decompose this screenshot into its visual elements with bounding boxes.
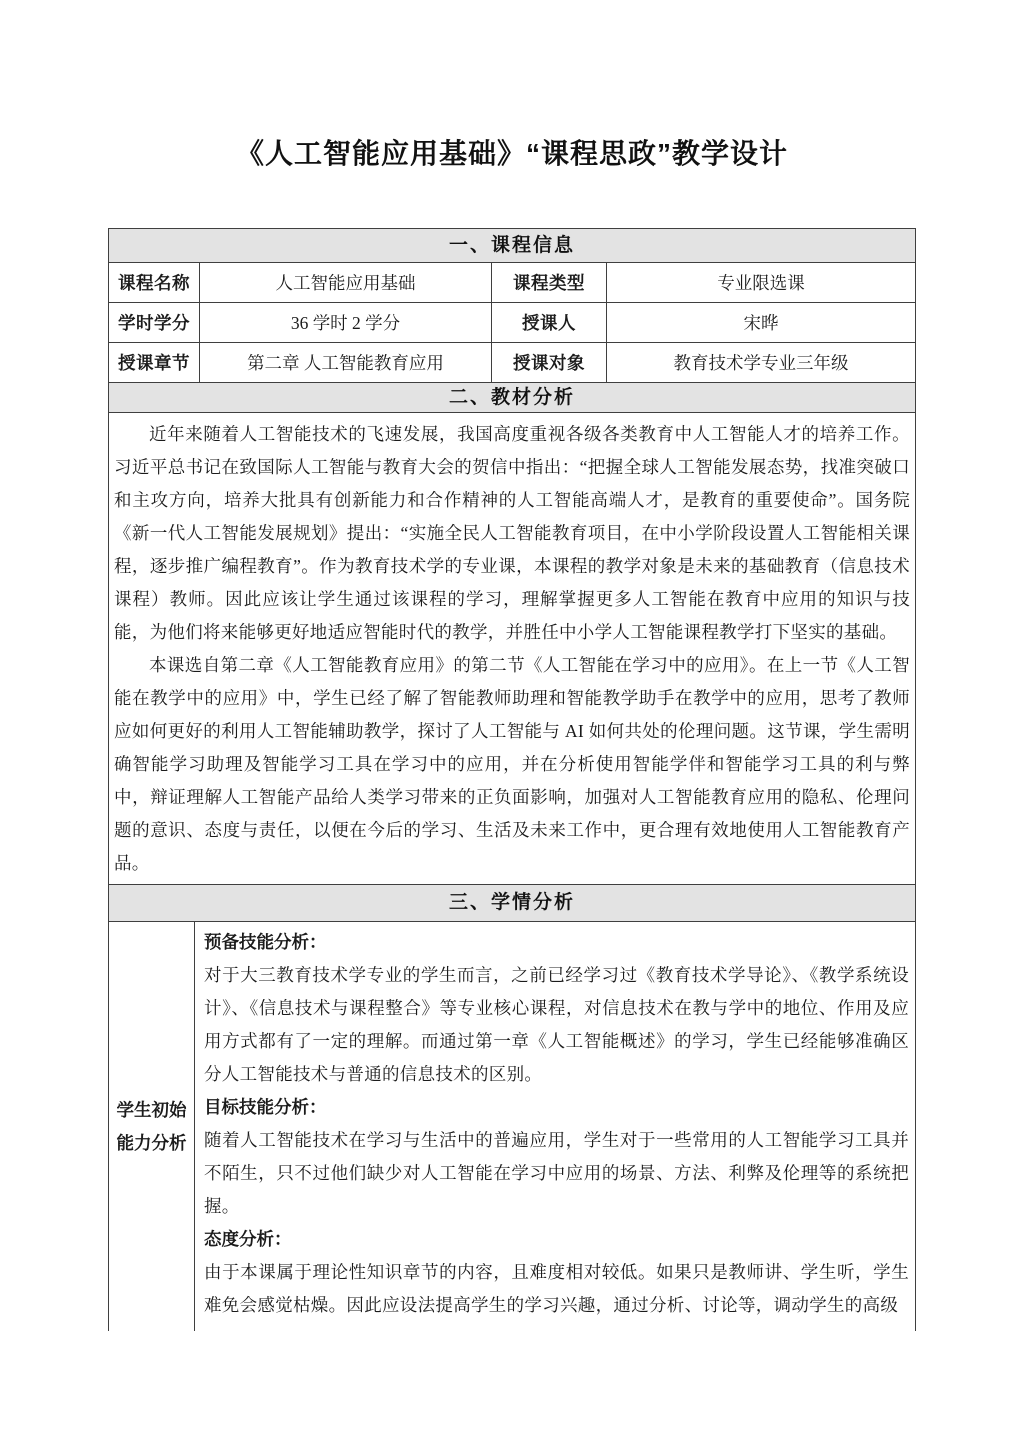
student-initial-ability-label-line2: 能力分析	[116, 1132, 187, 1153]
instructor-label: 授课人	[492, 303, 607, 342]
teaching-design-table	[108, 228, 916, 1331]
learner-analysis-row	[109, 922, 915, 1331]
learner-analysis-content	[195, 922, 915, 1331]
table-row-credit-hours	[109, 303, 915, 343]
audience-label: 授课对象	[492, 343, 607, 382]
textbook-analysis-paragraph-2: 本课选自第二章《人工智能教育应用》的第二节《人工智能在学习中的应用》。在上一节《人工智能在教学中的应用》中，学生已经了解了智能教师助理和智能教学助手在教学中的应用，思考了教师应如何更好的利用人工智能辅助教学，探讨了人工智能与 AI 如何共处的伦理问题。这节课，学生需明确智能学习助理及智能学习工具在学习中的应用，并在分析使用智能学伴和智能学习工具的利与弊中，辩证理解人工智能产品给人类学习带来的正负面影响，加强对人工智能教育应用的隐私、伦理问题的意识、态度与责任，以便在今后的学习、生活及未来工作中，更合理有效地使用人工智能教育产品。	[114, 655, 910, 873]
table-row-chapter	[109, 343, 915, 383]
audience-value: 教育技术学专业三年级	[673, 353, 849, 373]
table-row-course-name	[109, 263, 915, 303]
title-area	[0, 0, 1024, 228]
page-title: 《人工智能应用基础》“课程思政”教学设计	[235, 138, 788, 169]
textbook-analysis-section-header: 二、教材分析	[109, 383, 915, 413]
textbook-analysis-cell	[109, 413, 915, 885]
attitude-analysis-body: 由于本课属于理论性知识章节的内容，且难度相对较低。如果只是教师讲、学生听，学生难免会感觉枯燥。因此应设法提高学生的学习兴趣，通过分析、讨论等，调动学生的高级	[204, 1262, 909, 1315]
credit-hours-value: 36 学时 2 学分	[200, 303, 492, 342]
prerequisite-skill-heading: 预备技能分析：	[204, 932, 327, 952]
student-initial-ability-label	[109, 922, 195, 1331]
prerequisite-skill-body: 对于大三教育技术学专业的学生而言，之前已经学习过《教育技术学导论》、《教学系统设计》、《信息技术与课程整合》等专业核心课程，对信息技术在教与学中的地位、作用及应用方式都有了一定的理解。而通过第一章《人工智能概述》的学习，学生已经能够准确区分人工智能技术与普通的信息技术的区别。	[204, 965, 909, 1084]
attitude-analysis-heading: 态度分析：	[204, 1229, 292, 1249]
course-info-section-header: 一、课程信息	[109, 229, 915, 263]
chapter-label: 授课章节	[109, 343, 200, 382]
course-type-value: 专业限选课	[717, 273, 805, 293]
credit-hours-label: 学时学分	[109, 303, 200, 342]
student-initial-ability-label-line1: 学生初始	[116, 1099, 187, 1120]
textbook-analysis-paragraph-1: 近年来随着人工智能技术的飞速发展，我国高度重视各级各类教育中人工智能人才的培养工作。习近平总书记在致国际人工智能与教育大会的贺信中指出：“把握全球人工智能发展态势，找准突破口和主攻方向，培养大批具有创新能力和合作精神的人工智能高端人才，是教育的重要使命”。国务院《新一代人工智能发展规划》提出：“实施全民人工智能教育项目，在中小学阶段设置人工智能相关课程，逐步推广编程教育”。作为教育技术学的专业课，本课程的教学对象是未来的基础教育（信息技术课程）教师。因此应该让学生通过该课程的学习，理解掌握更多人工智能在教育中应用的知识与技能，为他们将来能够更好地适应智能时代的教学，并胜任中小学人工智能课程教学打下坚实的基础。	[114, 424, 910, 642]
target-skill-body: 随着人工智能技术在学习与生活中的普遍应用，学生对于一些常用的人工智能学习工具并不陌生，只不过他们缺少对人工智能在学习中应用的场景、方法、利弊及伦理等的系统把握。	[204, 1130, 909, 1216]
learner-analysis-section-header: 三、学情分析	[109, 885, 915, 922]
instructor-value: 宋晔	[743, 313, 779, 333]
course-name-value: 人工智能应用基础	[200, 263, 492, 302]
course-type-label: 课程类型	[492, 263, 607, 302]
course-name-label: 课程名称	[109, 263, 200, 302]
chapter-value: 第二章 人工智能教育应用	[200, 343, 492, 382]
target-skill-heading: 目标技能分析：	[204, 1097, 327, 1117]
